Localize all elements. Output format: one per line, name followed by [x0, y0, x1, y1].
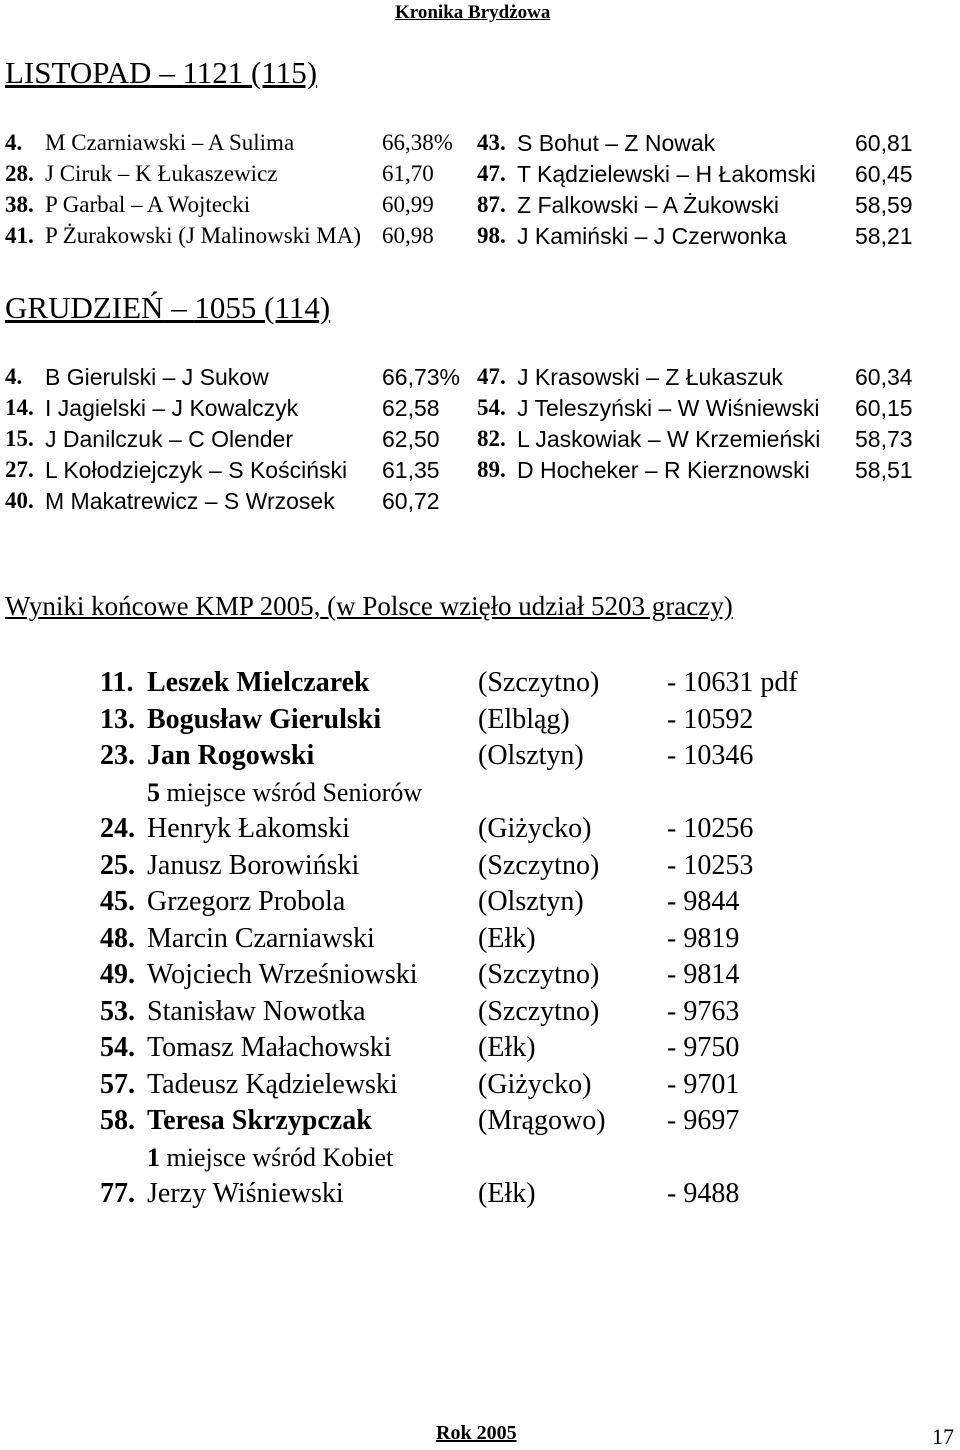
result-score: 58,21 [855, 223, 913, 249]
kmp-city: (Mrągowo) [478, 1105, 606, 1136]
result-pair: P Garbal – A Wojtecki [45, 192, 251, 217]
result-pair: S Bohut – Z Nowak [517, 130, 716, 156]
kmp-name: Henryk Łakomski [147, 813, 350, 844]
kmp-score: - 10592 [667, 703, 754, 735]
result-pair: J Krasowski – Z Łukaszuk [517, 364, 783, 390]
kmp-score: - 10253 [667, 849, 754, 881]
result-pair: M Czarniawski – A Sulima [45, 130, 295, 155]
result-score: 60,99 [382, 192, 434, 217]
month-stats: 1055 (114) [194, 290, 331, 325]
kmp-city: (Szczytno) [478, 959, 600, 990]
result-place: 4. [5, 130, 23, 155]
kmp-title-main: Wyniki końcowe KMP 2005, [5, 591, 321, 621]
kmp-title [5, 591, 733, 622]
kmp-name: Tomasz Małachowski [147, 1032, 392, 1063]
page-number: 17 [932, 1424, 954, 1449]
kmp-name: Wojciech Wrześniowski [147, 959, 418, 990]
result-pair: J Ciruk – K Łukaszewicz [45, 161, 278, 186]
kmp-note-rank: 5 [147, 777, 160, 807]
result-score: 61,35 [382, 457, 440, 483]
result-place: 47. [477, 364, 506, 389]
kmp-score: - 10631 pdf [667, 667, 798, 698]
kmp-place: 45. [100, 886, 135, 917]
kmp-name: Tadeusz Kądzielewski [147, 1068, 398, 1100]
kmp-score: - 9701 [667, 1068, 740, 1100]
result-place: 14. [5, 395, 34, 420]
kmp-city: (Giżycko) [478, 813, 592, 844]
kmp-place: 58. [100, 1105, 135, 1136]
kmp-place: 48. [100, 922, 135, 954]
result-place: 15. [5, 426, 34, 451]
kmp-name: Marcin Czarniawski [147, 922, 375, 954]
kmp-place: 54. [100, 1032, 135, 1063]
result-pair: Z Falkowski – A Żukowski [517, 192, 780, 218]
result-score: 60,15 [855, 395, 913, 421]
footer-year: Rok 2005 [436, 1422, 517, 1444]
kmp-note-text: miejsce wśród Seniorów [160, 777, 423, 807]
result-place: 98. [477, 223, 506, 248]
result-score: 60,72 [382, 488, 440, 514]
kmp-city: (Ełk) [478, 1032, 536, 1063]
result-place: 27. [5, 457, 34, 482]
result-place: 4. [5, 364, 23, 389]
kmp-place: 49. [100, 959, 135, 990]
result-pair: M Makatrewicz – S Wrzosek [45, 488, 335, 514]
kmp-score: - 10346 [667, 740, 754, 771]
result-score: 58,51 [855, 457, 913, 483]
kmp-score: - 9819 [667, 922, 740, 954]
kmp-name: Janusz Borowiński [147, 849, 360, 881]
kmp-name: Jan Rogowski [147, 740, 315, 771]
result-pair: I Jagielski – J Kowalczyk [45, 395, 299, 421]
kmp-score: - 9763 [667, 995, 740, 1027]
kmp-note-rank: 1 [147, 1142, 160, 1172]
kmp-name: Leszek Mielczarek [147, 667, 370, 698]
month-label: LISTOPAD [5, 55, 152, 90]
result-place: 47. [477, 161, 506, 186]
kmp-city: (Olsztyn) [478, 886, 584, 917]
result-place: 41. [5, 223, 34, 248]
kmp-place: 25. [100, 849, 135, 881]
kmp-place: 53. [100, 995, 135, 1027]
result-place: 38. [5, 192, 34, 217]
kmp-city: (Szczytno) [478, 667, 600, 698]
section-title-grudzien: GRUDZIEŃ – 1055 (114) [5, 290, 331, 325]
kmp-name: Jerzy Wiśniewski [147, 1178, 344, 1209]
result-score: 66,73% [382, 364, 461, 390]
kmp-city: (Ełk) [478, 1178, 536, 1209]
result-place: 89. [477, 457, 506, 482]
result-score: 62,58 [382, 395, 440, 421]
kmp-place: 24. [100, 813, 135, 844]
kmp-city: (Szczytno) [478, 995, 600, 1027]
kmp-score: - 9697 [667, 1105, 740, 1136]
result-place: 82. [477, 426, 506, 451]
kmp-note-text: miejsce wśród Kobiet [160, 1142, 394, 1172]
kmp-score: - 9814 [667, 959, 740, 990]
result-score: 60,45 [855, 161, 913, 187]
result-pair: J Teleszyński – W Wiśniewski [517, 395, 820, 421]
result-score: 60,34 [855, 364, 913, 390]
kmp-city: (Ełk) [478, 922, 536, 954]
kmp-name: Teresa Skrzypczak [147, 1105, 372, 1136]
result-place: 28. [5, 161, 34, 186]
kmp-place: 13. [100, 703, 135, 735]
kmp-city: (Giżycko) [478, 1068, 592, 1100]
kmp-name: Grzegorz Probola [147, 886, 346, 917]
result-place: 40. [5, 488, 34, 513]
result-pair: B Gierulski – J Sukow [45, 364, 269, 390]
result-score: 66,38% [382, 130, 453, 155]
kmp-city: (Elbląg) [478, 703, 570, 735]
result-place: 54. [477, 395, 506, 420]
kmp-name: Bogusław Gierulski [147, 703, 382, 735]
result-pair: T Kądzielewski – H Łakomski [517, 161, 816, 187]
kmp-city: (Olsztyn) [478, 740, 584, 771]
result-score: 58,73 [855, 426, 913, 452]
kmp-place: 77. [100, 1178, 135, 1209]
kmp-score: - 9488 [667, 1178, 740, 1209]
result-score: 58,59 [855, 192, 913, 218]
kmp-place: 57. [100, 1068, 135, 1100]
kmp-name: Stanisław Nowotka [147, 995, 366, 1027]
result-score: 61,70 [382, 161, 434, 186]
result-pair: P Żurakowski (J Malinowski MA) [45, 223, 362, 248]
kmp-score: - 9844 [667, 886, 740, 917]
page-header: Kronika Brydżowa [395, 2, 551, 23]
kmp-city: (Szczytno) [478, 849, 600, 881]
result-pair: D Hocheker – R Kierznowski [517, 457, 810, 483]
month-stats: 1121 (115) [182, 55, 318, 90]
result-place: 87. [477, 192, 506, 217]
result-score: 60,81 [855, 130, 913, 156]
kmp-score: - 9750 [667, 1032, 740, 1063]
kmp-score: - 10256 [667, 813, 754, 844]
result-place: 43. [477, 130, 506, 155]
section-title-listopad: LISTOPAD – 1121 (115) [5, 55, 318, 90]
kmp-place: 11. [100, 667, 134, 698]
kmp-title-note: (w Polsce wzięło udział 5203 graczy) [320, 591, 733, 621]
result-pair: J Danilczuk – C Olender [45, 426, 293, 452]
kmp-place: 23. [100, 740, 135, 771]
month-label: GRUDZIEŃ [5, 290, 164, 325]
result-pair: L Kołodziejczyk – S Kościński [45, 457, 348, 483]
result-pair: L Jaskowiak – W Krzemieński [517, 426, 821, 452]
kmp-note [147, 775, 422, 811]
kmp-note [147, 1140, 393, 1176]
result-score: 62,50 [382, 426, 440, 452]
result-pair: J Kamiński – J Czerwonka [517, 223, 787, 249]
result-score: 60,98 [382, 223, 434, 248]
